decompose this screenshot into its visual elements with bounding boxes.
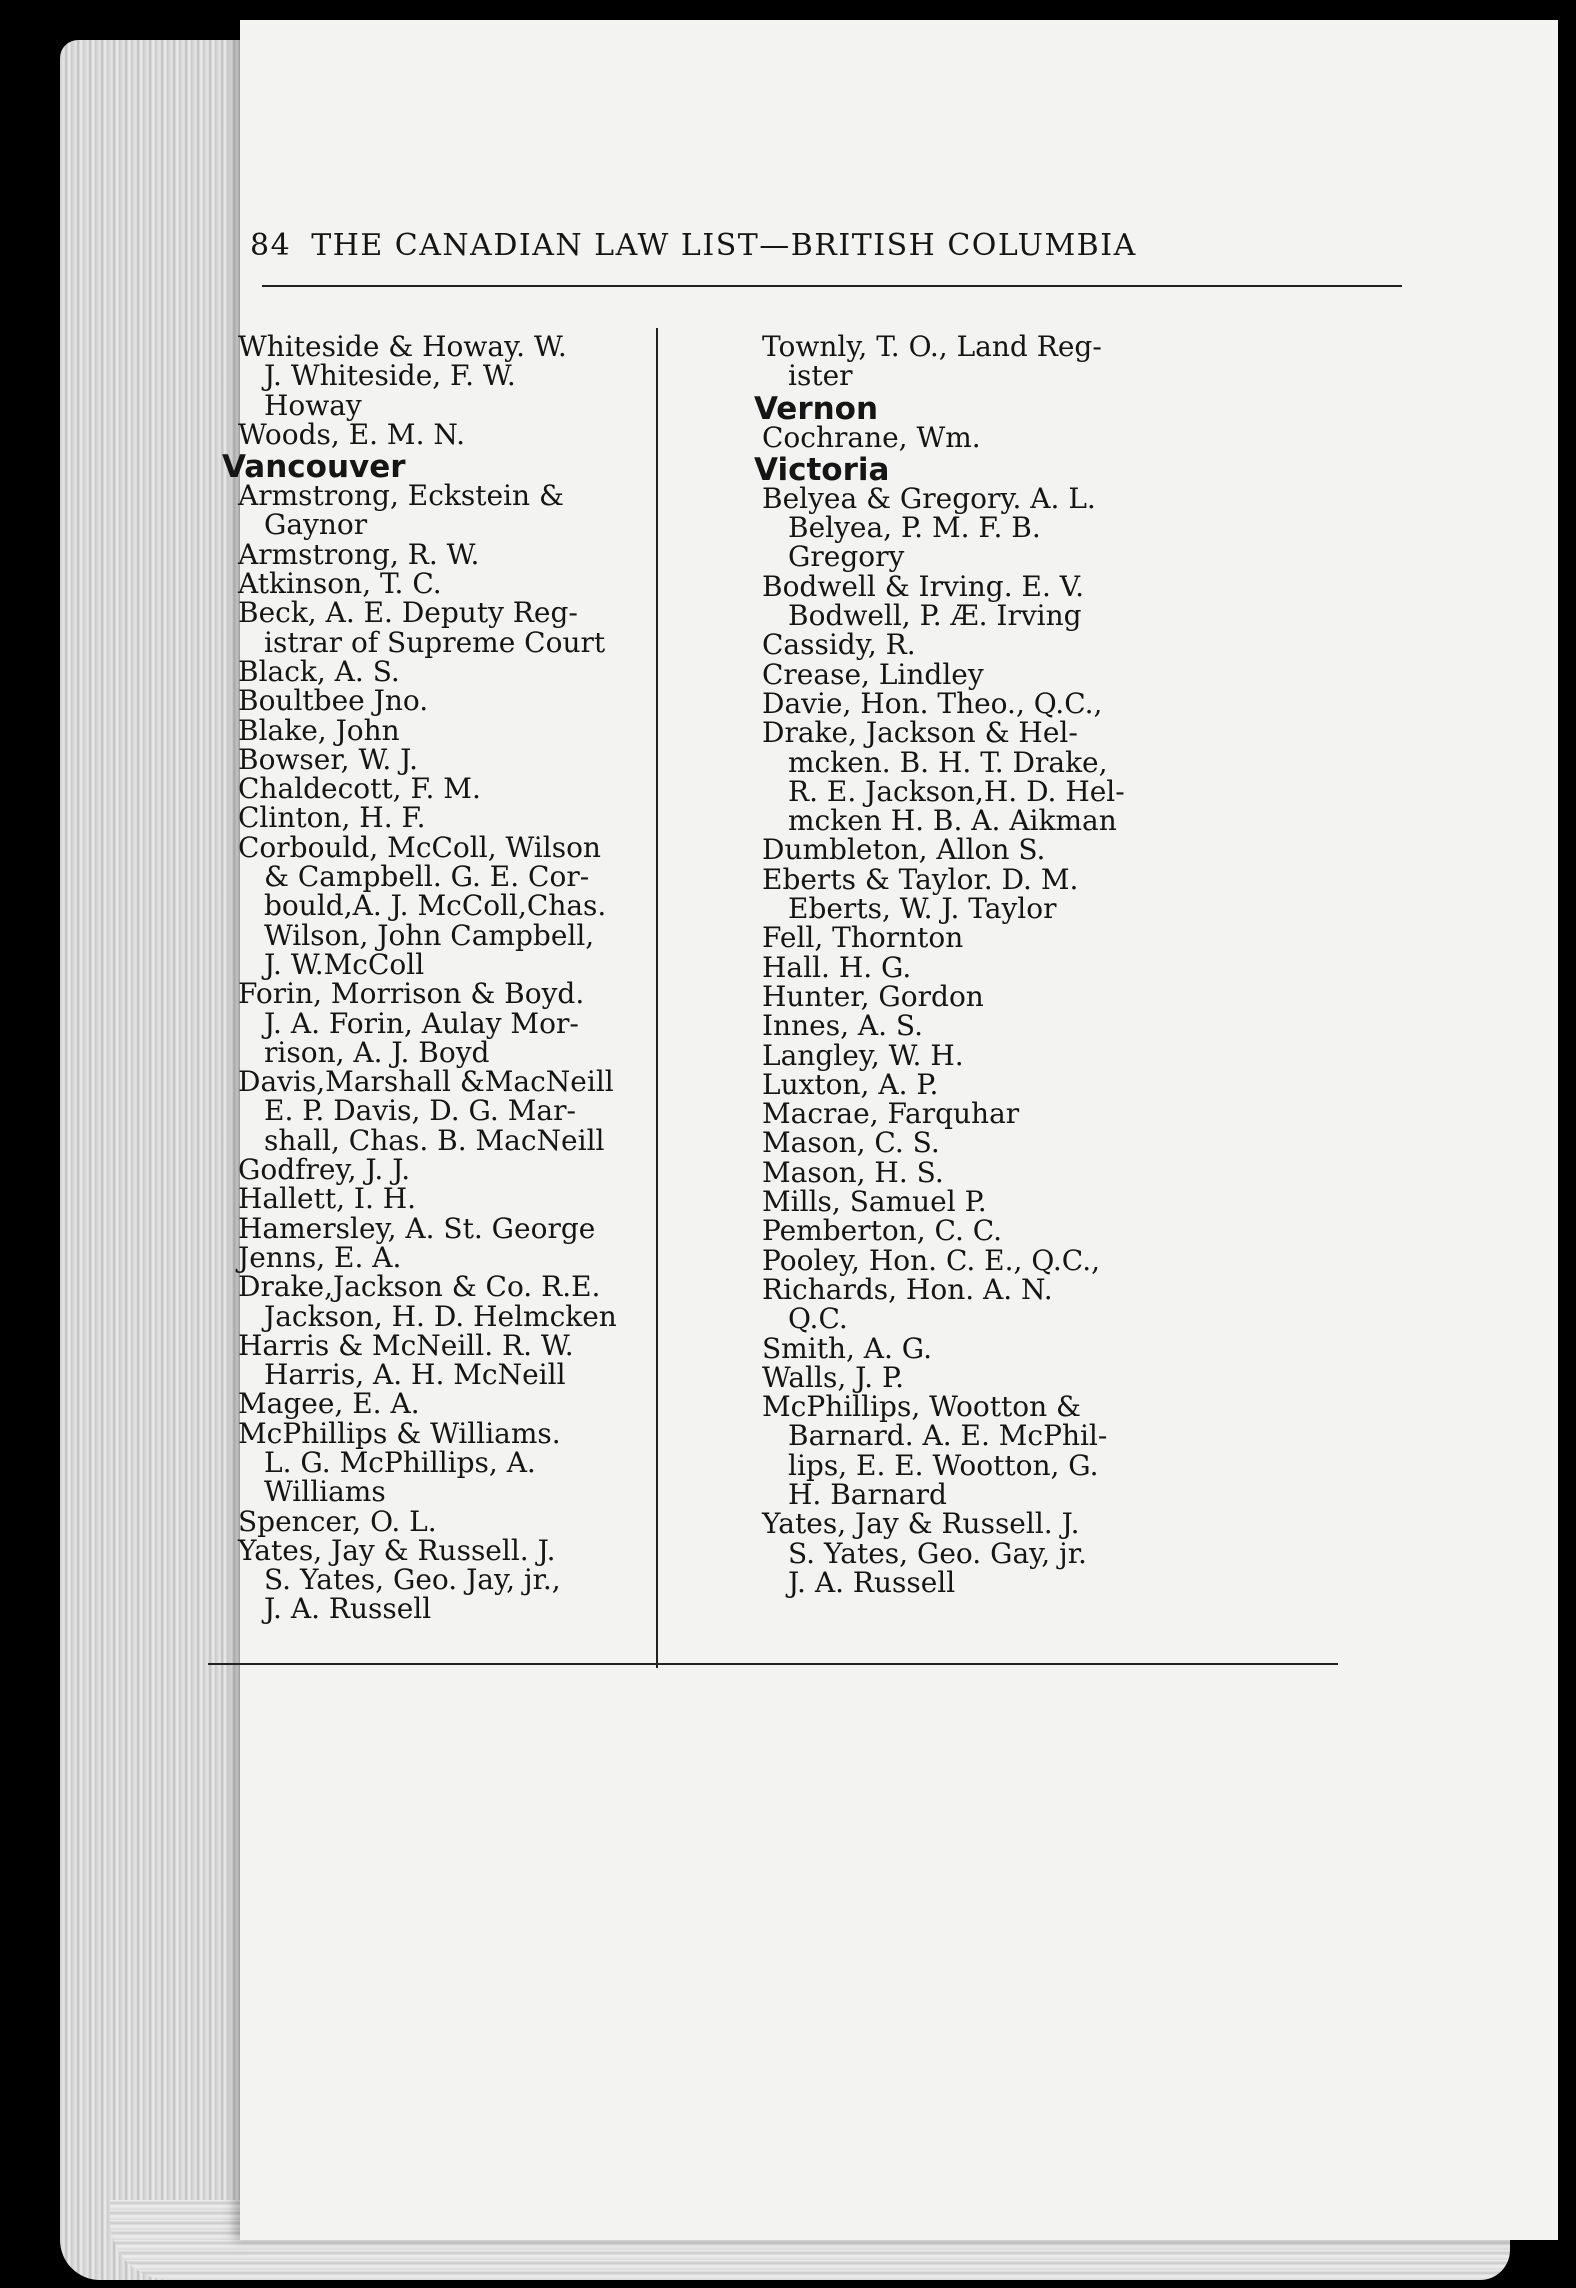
directory-entry [762, 657, 1162, 691]
entry-name: Luxton, A. P. [762, 1067, 939, 1101]
entry-continuation: Harris, A. H. McNeill [264, 1358, 566, 1392]
entry-name: Fell, Thornton [762, 921, 964, 955]
entry-continuation: Howay [264, 388, 362, 422]
entry-continuation: mcken H. B. A. Aikman [788, 804, 1117, 838]
directory-entry [762, 1214, 1162, 1248]
directory-entry [762, 1272, 1162, 1336]
directory-entry [238, 801, 628, 835]
directory-entry [762, 979, 1162, 1013]
entry-name: Armstrong, R. W. [238, 537, 480, 571]
directory-entry [238, 537, 628, 571]
entry-name: Mills, Samuel P. [762, 1185, 987, 1219]
directory-entry [238, 1182, 628, 1216]
entry-continuation: ister [788, 359, 853, 393]
entry-continuation: lips, E. E. Wootton, G. [788, 1448, 1099, 1482]
entry-continuation: & Campbell. G. E. Cor- [264, 860, 590, 894]
entry-name: Dumbleton, Allon S. [762, 833, 1046, 867]
header-rule [262, 285, 1402, 287]
entry-name: Harris & McNeill. R. W. [238, 1328, 574, 1362]
entry-name: Crease, Lindley [762, 657, 984, 691]
entry-continuation: S. Yates, Geo. Gay, jr. [788, 1536, 1087, 1570]
entry-continuation: J. Whiteside, F. W. [264, 359, 516, 393]
entry-continuation: Williams [264, 1475, 386, 1509]
directory-entry [762, 921, 1162, 955]
directory-entry [238, 1328, 628, 1392]
directory-entry [238, 1504, 628, 1538]
entry-name: Bowser, W. J. [238, 742, 419, 776]
entry-continuation: Eberts, W. J. Taylor [788, 892, 1057, 926]
entry-continuation: rison, A. J. Boyd [264, 1035, 490, 1069]
entry-name: Atkinson, T. C. [238, 567, 442, 601]
directory-entry [762, 1155, 1162, 1189]
entry-name: Cochrane, Wm. [762, 420, 981, 454]
entry-name: Hamersley, A. St. George [238, 1211, 596, 1245]
entry-name: Yates, Jay & Russell. J. [238, 1533, 556, 1567]
directory-entry [238, 598, 628, 657]
entry-name: Chaldecott, F. M. [238, 772, 481, 806]
directory-entry [762, 569, 1162, 633]
entry-name: Richards, Hon. A. N. [762, 1272, 1053, 1306]
entry-name: Yates, Jay & Russell. J. [762, 1507, 1080, 1541]
directory-entry [238, 1067, 628, 1155]
footer-rule [208, 1663, 1338, 1665]
directory-entry [762, 332, 1162, 391]
directory-entry [762, 1009, 1162, 1043]
directory-entry [238, 1211, 628, 1245]
directory-entry [762, 1509, 1162, 1597]
directory-entry [238, 1272, 628, 1331]
page-title: THE CANADIAN LAW LIST—BRITISH COLUMBIA [311, 228, 1137, 263]
entry-continuation: Wilson, John Campbell, [264, 918, 595, 952]
directory-entry [762, 862, 1162, 926]
entry-name: Townly, T. O., Land Reg- [762, 330, 1102, 363]
entry-continuation: J. A. Russell [788, 1565, 956, 1599]
running-header [250, 228, 1390, 263]
directory-entry [238, 1387, 628, 1421]
entry-name: Mason, H. S. [762, 1155, 944, 1189]
entry-name: Spencer, O. L. [238, 1504, 437, 1538]
column-divider [656, 328, 658, 1668]
entry-continuation: E. P. Davis, D. G. Mar- [264, 1094, 576, 1128]
right-column [754, 330, 1162, 1599]
entry-name: Woods, E. M. N. [238, 417, 466, 451]
entry-continuation: Gregory [788, 540, 905, 574]
entry-name: Langley, W. H. [762, 1038, 964, 1072]
page-number: 84 [250, 228, 292, 263]
directory-entry [762, 1126, 1162, 1160]
directory-entry [762, 950, 1162, 984]
directory-entry [762, 716, 1162, 838]
entry-name: Blake, John [238, 713, 400, 747]
entry-continuation: J. W.McColl [264, 947, 425, 981]
directory-entry [238, 742, 628, 776]
directory-entry [238, 830, 628, 981]
directory-entry [238, 332, 628, 420]
entry-continuation: S. Yates, Geo. Jay, jr., [264, 1563, 561, 1597]
city-heading: Vancouver [222, 449, 406, 486]
directory-entry [238, 417, 628, 451]
entry-name: Beck, A. E. Deputy Reg- [238, 596, 578, 630]
directory-entry [762, 1392, 1162, 1509]
entry-name: Cassidy, R. [762, 628, 916, 662]
directory-entry [238, 654, 628, 688]
directory-entry [762, 1331, 1162, 1365]
directory-entry [762, 1038, 1162, 1072]
entry-name: McPhillips, Wootton & [762, 1390, 1081, 1424]
entry-name: Armstrong, Eckstein & [238, 479, 564, 513]
entry-continuation: J. A. Russell [264, 1592, 432, 1626]
directory-entry [238, 1153, 628, 1187]
city-heading: Victoria [754, 451, 890, 488]
entry-continuation: H. Barnard [788, 1477, 947, 1511]
entry-name: Hall. H. G. [762, 950, 912, 984]
entry-continuation: mcken. B. H. T. Drake, [788, 745, 1108, 779]
directory-entry [238, 772, 628, 806]
entry-name: Macrae, Farquhar [762, 1097, 1020, 1131]
directory-entry [762, 481, 1162, 574]
left-column [222, 330, 628, 1626]
entry-name: McPhillips & Williams. [238, 1416, 561, 1450]
entry-name: Clinton, H. F. [238, 801, 426, 835]
directory-entry [762, 1360, 1162, 1394]
directory-entry [762, 1185, 1162, 1219]
directory-entry [762, 1067, 1162, 1101]
entry-continuation: shall, Chas. B. MacNeill [264, 1123, 605, 1157]
entry-name: Whiteside & Howay. W. [238, 330, 567, 363]
directory-entry [238, 1533, 628, 1626]
entry-continuation: L. G. McPhillips, A. [264, 1445, 536, 1479]
entry-continuation: Barnard. A. E. McPhil- [788, 1419, 1108, 1453]
entry-name: Belyea & Gregory. A. L. [762, 481, 1096, 515]
entry-name: Walls, J. P. [762, 1360, 905, 1394]
entry-continuation: Jackson, H. D. Helmcken [264, 1299, 617, 1333]
entry-name: Smith, A. G. [762, 1331, 933, 1365]
directory-entry [238, 1416, 628, 1509]
entry-name: Drake, Jackson & Hel- [762, 716, 1078, 750]
directory-entry [238, 713, 628, 747]
entry-continuation: Gaynor [264, 508, 368, 542]
entry-name: Magee, E. A. [238, 1387, 420, 1421]
entry-name: Bodwell & Irving. E. V. [762, 569, 1084, 603]
entry-continuation: Belyea, P. M. F. B. [788, 511, 1041, 545]
entry-name: Pemberton, C. C. [762, 1214, 1003, 1248]
directory-entry [762, 833, 1162, 867]
directory-entry [238, 684, 628, 718]
entry-name: Godfrey, J. J. [238, 1153, 411, 1187]
directory-entry [238, 567, 628, 601]
entry-name: Eberts & Taylor. D. M. [762, 862, 1079, 896]
entry-continuation: bould,A. J. McColl,Chas. [264, 889, 607, 923]
entry-name: Hunter, Gordon [762, 979, 984, 1013]
entry-name: Pooley, Hon. C. E., Q.C., [762, 1243, 1101, 1277]
entry-name: Jenns, E. A. [238, 1240, 402, 1274]
entry-continuation: Bodwell, P. Æ. Irving [788, 599, 1082, 633]
city-heading: Vernon [754, 390, 879, 427]
entry-name: Innes, A. S. [762, 1009, 923, 1043]
entry-name: Mason, C. S. [762, 1126, 940, 1160]
entry-continuation: R. E. Jackson,H. D. Hel- [788, 774, 1125, 808]
directory-entry [762, 628, 1162, 662]
entry-continuation: istrar of Supreme Court [264, 625, 606, 659]
entry-name: Forin, Morrison & Boyd. [238, 977, 585, 1011]
directory-entry [238, 481, 628, 540]
directory-entry [238, 979, 628, 1067]
entry-continuation: Q.C. [788, 1302, 848, 1336]
directory-entry [238, 1240, 628, 1274]
entry-continuation: J. A. Forin, Aulay Mor- [264, 1006, 579, 1040]
entry-name: Drake,Jackson & Co. R.E. [238, 1270, 601, 1304]
entry-name: Corbould, McColl, Wilson [238, 830, 601, 864]
directory-entry [762, 1243, 1162, 1277]
directory-entry [762, 420, 1162, 454]
entry-name: Davis,Marshall &MacNeill [238, 1065, 614, 1099]
entry-name: Davie, Hon. Theo., Q.C., [762, 686, 1103, 720]
entry-name: Black, A. S. [238, 654, 400, 688]
directory-entry [762, 686, 1162, 720]
entry-name: Hallett, I. H. [238, 1182, 417, 1216]
directory-entry [762, 1097, 1162, 1131]
entry-name: Boultbee Jno. [238, 684, 429, 718]
